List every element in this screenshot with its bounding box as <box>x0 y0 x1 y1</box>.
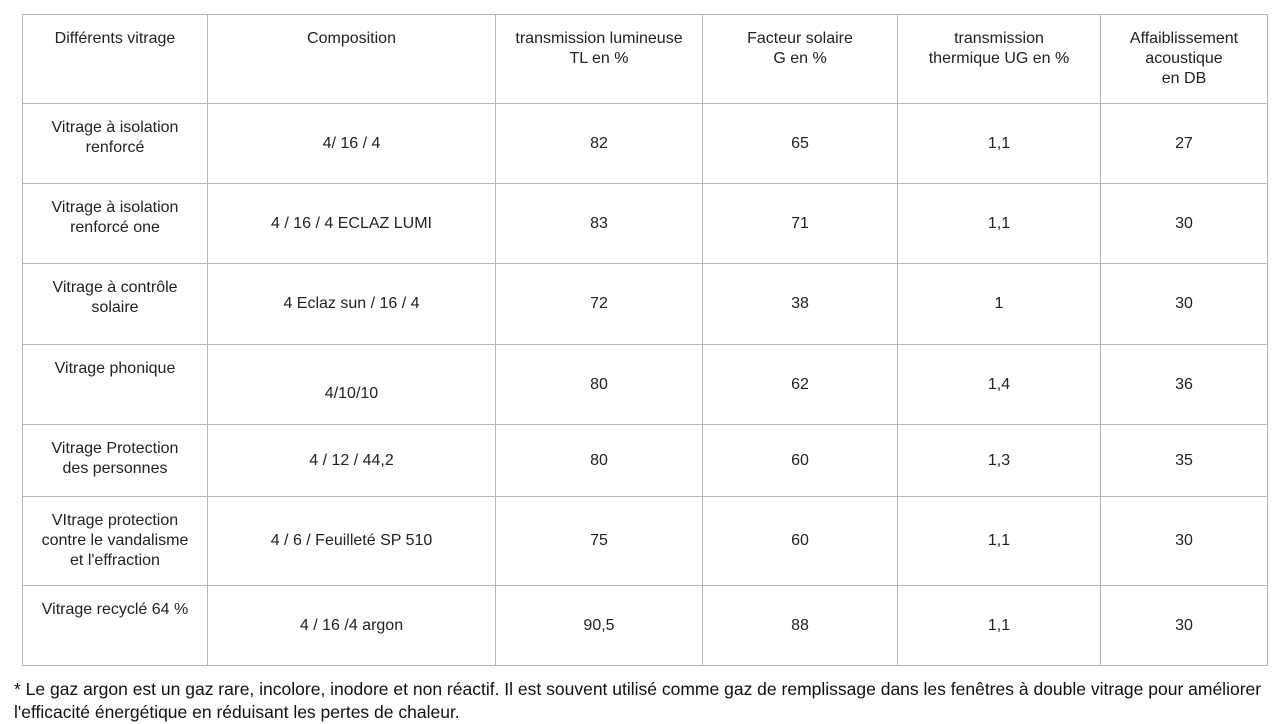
cell-glazing-name: Vitrage à contrôle solaire <box>23 264 208 345</box>
header-composition: Composition <box>208 15 496 104</box>
cell-thermal-transmission: 1,1 <box>898 104 1101 184</box>
glazing-comparison-table <box>22 14 1268 666</box>
cell-solar-factor: 38 <box>703 264 898 345</box>
cell-glazing-name: Vitrage recyclé 64 % <box>23 586 208 666</box>
cell-acoustic-reduction: 30 <box>1101 184 1268 264</box>
cell-composition: 4 / 12 / 44,2 <box>208 425 496 497</box>
cell-glazing-name: Vitrage à isolation renforcé <box>23 104 208 184</box>
cell-solar-factor: 62 <box>703 345 898 425</box>
cell-composition: 4/10/10 <box>208 345 496 425</box>
table-row <box>23 345 1268 425</box>
cell-glazing-name: VItrage protection contre le vandalisme et l'effraction <box>23 497 208 586</box>
cell-composition: 4 Eclaz sun / 16 / 4 <box>208 264 496 345</box>
cell-glazing-name: Vitrage Protection des personnes <box>23 425 208 497</box>
cell-light-transmission: 83 <box>496 184 703 264</box>
table-row <box>23 497 1268 586</box>
header-thermal-transmission: transmission thermique UG en % <box>898 15 1101 104</box>
cell-composition: 4/ 16 / 4 <box>208 104 496 184</box>
cell-solar-factor: 71 <box>703 184 898 264</box>
cell-solar-factor: 60 <box>703 497 898 586</box>
table-row <box>23 184 1268 264</box>
cell-light-transmission: 72 <box>496 264 703 345</box>
cell-thermal-transmission: 1,1 <box>898 586 1101 666</box>
cell-composition: 4 / 6 / Feuilleté SP 510 <box>208 497 496 586</box>
cell-solar-factor: 60 <box>703 425 898 497</box>
cell-composition: 4 / 16 / 4 ECLAZ LUMI <box>208 184 496 264</box>
cell-solar-factor: 65 <box>703 104 898 184</box>
header-glazing-type: Différents vitrage <box>23 15 208 104</box>
cell-light-transmission: 80 <box>496 425 703 497</box>
header-acoustic-reduction: Affaiblissement acoustique en DB <box>1101 15 1268 104</box>
header-row <box>23 15 1268 104</box>
cell-acoustic-reduction: 30 <box>1101 497 1268 586</box>
table-row <box>23 264 1268 345</box>
cell-thermal-transmission: 1,3 <box>898 425 1101 497</box>
header-solar-factor: Facteur solaire G en % <box>703 15 898 104</box>
cell-thermal-transmission: 1,4 <box>898 345 1101 425</box>
table-row <box>23 586 1268 666</box>
cell-light-transmission: 90,5 <box>496 586 703 666</box>
header-light-transmission: transmission lumineuse TL en % <box>496 15 703 104</box>
table-row <box>23 425 1268 497</box>
cell-composition: 4 / 16 /4 argon <box>208 586 496 666</box>
cell-glazing-name: Vitrage phonique <box>23 345 208 425</box>
cell-thermal-transmission: 1,1 <box>898 184 1101 264</box>
cell-light-transmission: 75 <box>496 497 703 586</box>
cell-glazing-name: Vitrage à isolation renforcé one <box>23 184 208 264</box>
cell-thermal-transmission: 1,1 <box>898 497 1101 586</box>
cell-thermal-transmission: 1 <box>898 264 1101 345</box>
cell-light-transmission: 80 <box>496 345 703 425</box>
cell-acoustic-reduction: 27 <box>1101 104 1268 184</box>
table-row <box>23 104 1268 184</box>
argon-footnote: * Le gaz argon est un gaz rare, incolore, inodore et non réactif. Il est souvent utilisé comme gaz de remplissage dans les fenêtres à double vitrage pour améliorer l'efficacité énergétique en réduisant les pertes de chaleur. <box>14 679 1262 722</box>
cell-acoustic-reduction: 35 <box>1101 425 1268 497</box>
cell-acoustic-reduction: 36 <box>1101 345 1268 425</box>
table-body <box>23 104 1268 666</box>
cell-acoustic-reduction: 30 <box>1101 264 1268 345</box>
cell-light-transmission: 82 <box>496 104 703 184</box>
cell-acoustic-reduction: 30 <box>1101 586 1268 666</box>
table-header <box>23 15 1268 104</box>
cell-solar-factor: 88 <box>703 586 898 666</box>
